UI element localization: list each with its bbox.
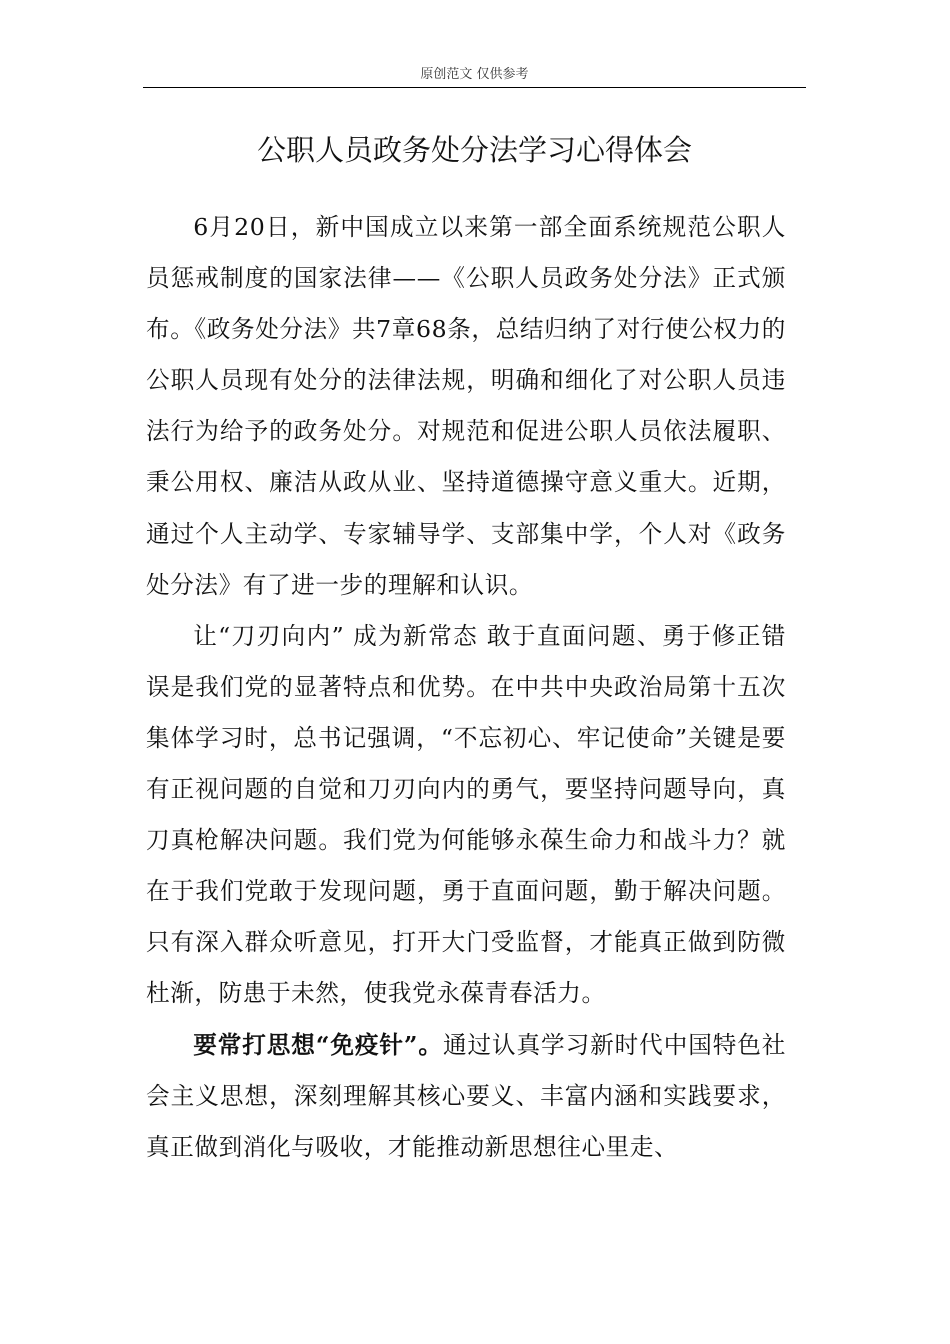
paragraph-lead-heading: 要常打思想“免疫针”。	[193, 1030, 443, 1059]
document-body	[146, 202, 786, 1173]
paragraph	[146, 611, 786, 1020]
paragraph-text: 通过认真学习新时代中国特色社会主义思想，深刻理解其核心要义、丰富内涵和实践要求，真正做到消化与吸收，才能推动新思想往心里走、	[146, 1030, 786, 1161]
paragraph-text: 让“刀刃向内” 成为新常态 敢于直面问题、勇于修正错误是我们党的显著特点和优势。在中共中央政治局第十五次集体学习时，总书记强调，“不忘初心、牢记使命”关键是要有正视问题的自觉和刀刃向内的勇气，要坚持问题导向，真刀真枪解决问题。我们党为何能够永葆生命力和战斗力？就在于我们党敢于发现问题，勇于直面问题，勤于解决问题。只有深入群众听意见，打开大门受监督，才能真正做到防微杜渐，防患于未然，使我党永葆青春活力。	[146, 621, 786, 1008]
document-title: 公职人员政务处分法学习心得体会	[256, 133, 692, 167]
paragraph-text: 6月20日，新中国成立以来第一部全面系统规范公职人员惩戒制度的国家法律——《公职人员政务处分法》正式颁布。《政务处分法》共7章68条，总结归纳了对行使公权力的公职人员现有处分的法律法规，明确和细化了对公职人员违法行为给予的政务处分。对规范和促进公职人员依法履职、秉公用权、廉洁从政从业、坚持道德操守意义重大。近期，通过个人主动学、专家辅导学、支部集中学，个人对《政务处分法》有了进一步的理解和认识。	[146, 213, 786, 599]
paragraph	[146, 202, 786, 611]
page-header: 原创范文 仅供参考	[143, 66, 806, 88]
paragraph	[146, 1020, 786, 1173]
